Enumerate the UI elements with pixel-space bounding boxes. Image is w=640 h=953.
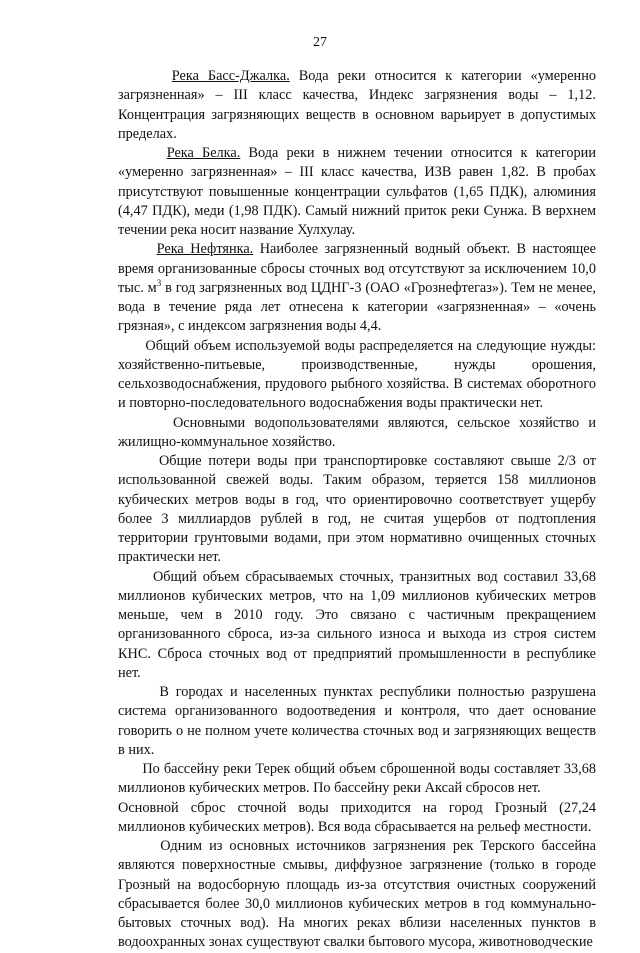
paragraph-water-users: [118, 414, 596, 453]
paragraph-water-use: [118, 337, 596, 414]
superscript-3: 3: [156, 277, 162, 288]
paragraph-text: Общие потери воды при транспортировке составляют свыше 2/3 от использованной свежей воды. Таким образом, теряется 158 миллионов кубических метров воды в год, что ориентировочно соответствует ущербу более 3 миллиардов рублей в год, не считая ущербов от подтопления территории грунтовыми водами, при этом нормативно очищенных сточных практически нет.: [118, 453, 596, 566]
paragraph-text: Общий объем сбрасываемых сточных, транзитных вод составил 33,68 миллионов кубических метров, что на 1,09 миллионов кубических метров меньше, чем в 2010 году. Это связано с частичным прекращением организованного сброса, из-за сильного износа и выхода из строя систем КНС. Сброса сточных вод от предприятий промышленности в республике нет.: [118, 568, 596, 681]
paragraph-text: Вода реки относится к категории «умеренно загрязненная» – III класс качества, Индекс загрязнения воды – 1,12. Концентрация загрязняющих веществ в основном варьирует в допустимых пределах.: [118, 68, 596, 142]
paragraph-text: По бассейну реки Терек общий объем сброшенной воды составляет 33,68 миллионов кубических метров. По бассейну реки Аксай сбросов нет.: [118, 761, 596, 797]
paragraph-text: Наиболее загрязненный водный объект. В настоящее время организованные сбросы сточных вод отсутствуют за исключением 10,0 тыс. м: [118, 241, 596, 296]
river-title-belka: Река Белка.: [166, 145, 241, 161]
paragraph-drainage-system: [118, 683, 596, 760]
paragraph-text: Основной сброс сточной воды приходится на город Грозный (27,24 миллионов кубических метров). Вся вода сбрасывается на рельеф местности.: [118, 799, 596, 835]
paragraph-text: Вода реки в нижнем течении относится к категории «умеренно загрязненная» – III класс качества, ИЗВ равен 1,82. В пробах присутствуют повышенные концентрации сульфатов (1,65 ПДК), алюминия (4,47 ПДК), меди (1,98 ПДК). Самый нижний приток реки Сунжа. В верхнем течении река носит название Хулхулау.: [118, 145, 596, 238]
paragraph-bass-dzhalka: [118, 67, 596, 144]
paragraph-discharge-volume: [118, 568, 596, 684]
paragraph-grozny-discharge: [118, 799, 596, 838]
river-title-bass-dzhalka: Река Басс-Джалка.: [171, 68, 290, 84]
document-body: [118, 67, 596, 953]
paragraph-pollution-sources: [118, 837, 596, 953]
paragraph-text: Основными водопользователями являются, сельское хозяйство и жилищно-коммунальное хозяйство.: [118, 414, 596, 450]
paragraph-terek-basin: [118, 760, 596, 799]
paragraph-text: Общий объем используемой воды распределяется на следующие нужды: хозяйственно-питьевые, производственные, нужды орошения, сельхозводоснабжения, прудового рыбного хозяйства. В системах оборотного и повторно-последовательного водоснабжения воды практически нет.: [118, 337, 596, 412]
paragraph-text: В городах и населенных пунктах республики полностью разрушена система организованного водоотведения и контроля, что дает основание говорить о не полном учете количества сточных вод и загрязняющих веществ в них.: [118, 684, 596, 758]
page-number: 27: [313, 35, 327, 50]
paragraph-neftyanka: [118, 240, 596, 336]
paragraph-belka: [118, 144, 596, 240]
paragraph-water-losses: [118, 452, 596, 568]
paragraph-text: Одним из основных источников загрязнения рек Терского бассейна являются поверхностные смывы, диффузное загрязнение (только в городе Грозный на водосборную площадь из-за отсутствия очистных сооружений сбрасывается более 30,0 миллионов кубических метров в год коммунально-бытовых сточных вод). На многих реках вблизи населенных пунктов в водоохранных зонах существуют свалки бытового мусора, животноводческие: [118, 838, 596, 951]
river-title-neftyanka: Река Нефтянка.: [156, 241, 254, 258]
paragraph-text: в год загрязненных вод ЦДНГ-3 (ОАО «Грознефтегаз»). Тем не менее, вода в течение ряда лет отнесена к категории «загрязненная» – «очень грязная», с индексом загрязнения воды 4,4.: [118, 279, 596, 335]
